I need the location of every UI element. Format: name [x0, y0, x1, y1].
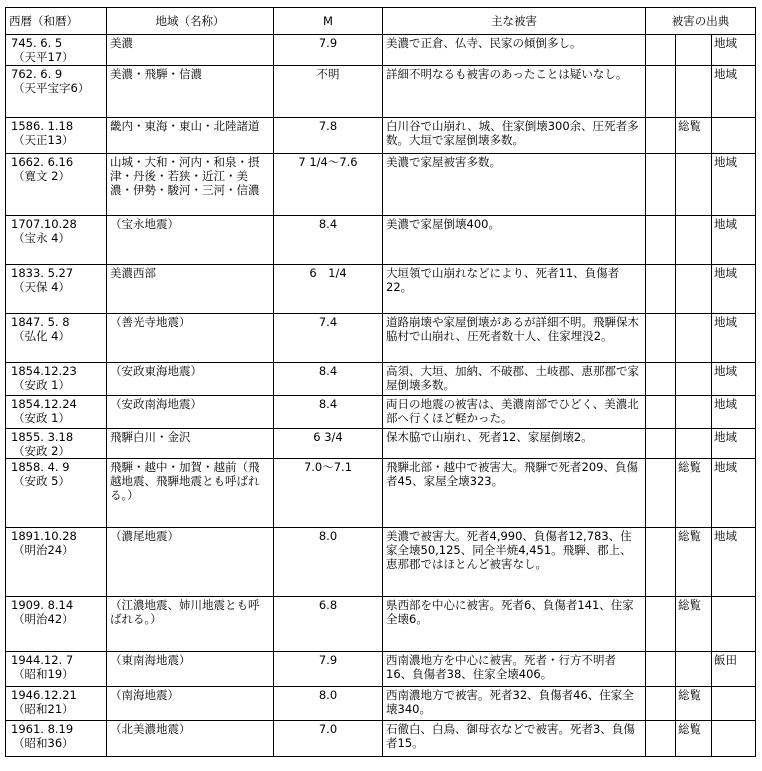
header-date: 西暦（和暦） [6, 8, 107, 35]
damage-cell: 美濃で家屋倒壊400。 [383, 216, 646, 265]
japanese-era: （寛文 2） [13, 169, 70, 183]
western-date: 1944.12. 7 [11, 653, 74, 667]
western-date: 762. 6. 9 [11, 67, 63, 81]
damage-cell: 道路崩壊や家屋倒壊があるが詳細不明。飛騨保木脇村で山崩れ、圧死者数十人、住家埋没2。 [383, 314, 646, 363]
western-date: 1707.10.28 [11, 217, 77, 231]
table-header-row [6, 8, 756, 35]
date-cell [6, 314, 107, 363]
source-cell-1 [646, 597, 676, 652]
japanese-era: （弘化 4） [13, 329, 70, 343]
source-cell-2 [676, 35, 712, 66]
source-cell-1 [646, 154, 676, 216]
source-cell-3: 地域 [712, 363, 756, 396]
date-cell [6, 363, 107, 396]
source-cell-1 [646, 429, 676, 459]
magnitude-cell: 7.9 [274, 35, 383, 66]
damage-cell: 西南濃地方で被害。死者32、負傷者46、住家全壊340。 [383, 687, 646, 721]
western-date: 745. 6. 5 [11, 36, 63, 50]
region-cell: （善光寺地震） [107, 314, 274, 363]
region-cell: （安政東海地震） [107, 363, 274, 396]
source-cell-2 [676, 154, 712, 216]
source-cell-3 [712, 597, 756, 652]
japanese-era: （安政 2） [13, 444, 70, 458]
damage-cell: 飛騨北部・越中で被害大。飛騨で死者209、負傷者45、家屋全壊323。 [383, 459, 646, 528]
source-cell-3: 地域 [712, 459, 756, 528]
magnitude-cell: 8.4 [274, 396, 383, 429]
japanese-era: （明治24） [13, 543, 74, 557]
magnitude-cell: 7.8 [274, 118, 383, 154]
western-date: 1854.12.23 [11, 364, 77, 378]
source-cell-2: 総覧 [676, 118, 712, 154]
date-cell [6, 652, 107, 687]
source-cell-3: 地域 [712, 216, 756, 265]
table-row [6, 154, 756, 216]
region-cell: 美濃・飛騨・信濃 [107, 66, 274, 118]
table-row [6, 459, 756, 528]
magnitude-cell: 6 1/4 [274, 265, 383, 314]
date-cell [6, 721, 107, 757]
japanese-era: （明治42） [13, 612, 74, 626]
source-cell-3: 地域 [712, 528, 756, 597]
table-row [6, 265, 756, 314]
western-date: 1833. 5.27 [11, 266, 74, 280]
source-cell-1 [646, 216, 676, 265]
table-row [6, 429, 756, 459]
region-cell: 美濃西部 [107, 265, 274, 314]
region-cell: （江濃地震、姉川地震とも呼ばれる。） [107, 597, 274, 652]
magnitude-cell: 7.9 [274, 652, 383, 687]
damage-cell: 詳細不明なるも被害のあったことは疑いなし。 [383, 66, 646, 118]
damage-cell: 白川谷で山崩れ、城、住家倒壊300余、圧死者多数。大垣で家屋倒壊多数。 [383, 118, 646, 154]
magnitude-cell: 8.4 [274, 216, 383, 265]
source-cell-2: 総覧 [676, 687, 712, 721]
table-row [6, 396, 756, 429]
date-cell [6, 66, 107, 118]
source-cell-3: 地域 [712, 154, 756, 216]
date-cell [6, 528, 107, 597]
source-cell-2 [676, 396, 712, 429]
damage-cell: 美濃で被害大。死者4,990、負傷者12,783、住家全壊50,125、同全半焼4,451。飛騨、郡上、恵那郡ではほとんど被害なし。 [383, 528, 646, 597]
japanese-era: （安政 5） [13, 474, 70, 488]
source-cell-3: 地域 [712, 396, 756, 429]
date-cell [6, 597, 107, 652]
source-cell-2 [676, 216, 712, 265]
western-date: 1662. 6.16 [11, 155, 74, 169]
table-row [6, 687, 756, 721]
source-cell-1 [646, 118, 676, 154]
header-region: 地域（名称） [107, 8, 274, 35]
damage-cell: 県西部を中心に被害。死者6、負傷者141、住家全壊6。 [383, 597, 646, 652]
source-cell-2 [676, 265, 712, 314]
table-row [6, 652, 756, 687]
japanese-era: （天平17） [13, 50, 74, 64]
source-cell-2 [676, 363, 712, 396]
date-cell [6, 429, 107, 459]
source-cell-1 [646, 721, 676, 757]
damage-cell: 美濃で正倉、仏寺、民家の傾倒多し。 [383, 35, 646, 66]
source-cell-1 [646, 459, 676, 528]
source-cell-1 [646, 66, 676, 118]
japanese-era: （昭和36） [13, 736, 74, 750]
source-cell-1 [646, 528, 676, 597]
source-cell-2 [676, 66, 712, 118]
source-cell-3: 地域 [712, 66, 756, 118]
region-cell: （安政南海地震） [107, 396, 274, 429]
date-cell [6, 216, 107, 265]
source-cell-1 [646, 265, 676, 314]
western-date: 1586. 1.18 [11, 119, 74, 133]
source-cell-1 [646, 652, 676, 687]
table-row [6, 35, 756, 66]
region-cell: 畿内・東海・東山・北陸諸道 [107, 118, 274, 154]
source-cell-3: 地域 [712, 429, 756, 459]
damage-cell: 両日の地震の被害は、美濃南部でひどく、美濃北部へ行くほど軽かった。 [383, 396, 646, 429]
western-date: 1891.10.28 [11, 529, 77, 543]
table-row [6, 118, 756, 154]
region-cell: （濃尾地震） [107, 528, 274, 597]
date-cell [6, 396, 107, 429]
damage-cell: 高須、大垣、加納、不破郡、土岐郡、恵那郡で家屋倒壊多数。 [383, 363, 646, 396]
source-cell-3 [712, 687, 756, 721]
western-date: 1855. 3.18 [11, 430, 74, 444]
table-row [6, 528, 756, 597]
date-cell [6, 35, 107, 66]
magnitude-cell: 6.8 [274, 597, 383, 652]
magnitude-cell: 6 3/4 [274, 429, 383, 459]
japanese-era: （天保 4） [13, 280, 70, 294]
table-row [6, 363, 756, 396]
source-cell-3: 地域 [712, 265, 756, 314]
source-cell-2: 総覧 [676, 597, 712, 652]
japanese-era: （天正13） [13, 133, 74, 147]
western-date: 1854.12.24 [11, 397, 77, 411]
damage-cell: 石徹白、白鳥、御母衣などで被害。死者3、負傷者15。 [383, 721, 646, 757]
magnitude-cell: 8.4 [274, 363, 383, 396]
region-cell: 美濃 [107, 35, 274, 66]
magnitude-cell: 7 1/4～7.6 [274, 154, 383, 216]
magnitude-cell: 7.0 [274, 721, 383, 757]
source-cell-1 [646, 35, 676, 66]
region-cell: （東南海地震） [107, 652, 274, 687]
magnitude-cell: 不明 [274, 66, 383, 118]
source-cell-1 [646, 687, 676, 721]
source-cell-2: 総覧 [676, 459, 712, 528]
source-cell-2 [676, 429, 712, 459]
damage-cell: 保木脇で山崩れ、死者12、家屋倒壊2。 [383, 429, 646, 459]
western-date: 1847. 5. 8 [11, 315, 70, 329]
header-source: 被害の出典 [646, 8, 756, 35]
source-cell-1 [646, 396, 676, 429]
source-cell-1 [646, 314, 676, 363]
date-cell [6, 118, 107, 154]
table-row [6, 314, 756, 363]
table-row [6, 66, 756, 118]
western-date: 1858. 4. 9 [11, 460, 70, 474]
source-cell-2 [676, 652, 712, 687]
table-row [6, 721, 756, 757]
japanese-era: （安政 1） [13, 378, 70, 392]
source-cell-2: 総覧 [676, 528, 712, 597]
japanese-era: （安政 1） [13, 411, 70, 425]
region-cell: （北美濃地震） [107, 721, 274, 757]
source-cell-2 [676, 314, 712, 363]
table-row [6, 216, 756, 265]
region-cell: 飛騨白川・金沢 [107, 429, 274, 459]
magnitude-cell: 8.0 [274, 528, 383, 597]
source-cell-3: 地域 [712, 314, 756, 363]
damage-cell: 美濃で家屋被害多数。 [383, 154, 646, 216]
magnitude-cell: 8.0 [274, 687, 383, 721]
western-date: 1961. 8.19 [11, 722, 74, 736]
japanese-era: （昭和19） [13, 667, 74, 681]
japanese-era: （昭和21） [13, 702, 74, 716]
earthquake-damage-table [5, 7, 756, 757]
date-cell [6, 265, 107, 314]
table-body [6, 35, 756, 757]
region-cell: （南海地震） [107, 687, 274, 721]
damage-cell: 西南濃地方を中心に被害。死者・行方不明者16、負傷者38、住家全壊406。 [383, 652, 646, 687]
header-magnitude: M [274, 8, 383, 35]
source-cell-3 [712, 118, 756, 154]
region-cell: 飛騨・越中・加賀・越前（飛越地震、飛騨地震とも呼ばれる。） [107, 459, 274, 528]
source-cell-3 [712, 721, 756, 757]
source-cell-3: 地域 [712, 35, 756, 66]
magnitude-cell: 7.0～7.1 [274, 459, 383, 528]
damage-cell: 大垣領で山崩れなどにより、死者11、負傷者22。 [383, 265, 646, 314]
date-cell [6, 687, 107, 721]
source-cell-3: 飯田 [712, 652, 756, 687]
source-cell-1 [646, 363, 676, 396]
table-row [6, 597, 756, 652]
date-cell [6, 154, 107, 216]
western-date: 1946.12.21 [11, 688, 77, 702]
magnitude-cell: 7.4 [274, 314, 383, 363]
source-cell-2: 総覧 [676, 721, 712, 757]
japanese-era: （天平宝字6） [13, 81, 90, 95]
region-cell: （宝永地震） [107, 216, 274, 265]
japanese-era: （宝永 4） [13, 231, 70, 245]
header-damage: 主な被害 [383, 8, 646, 35]
region-cell: 山城・大和・河内・和泉・摂津・丹後・若狭・近江・美濃・伊勢・駿河・三河・信濃 [107, 154, 274, 216]
date-cell [6, 459, 107, 528]
western-date: 1909. 8.14 [11, 598, 74, 612]
